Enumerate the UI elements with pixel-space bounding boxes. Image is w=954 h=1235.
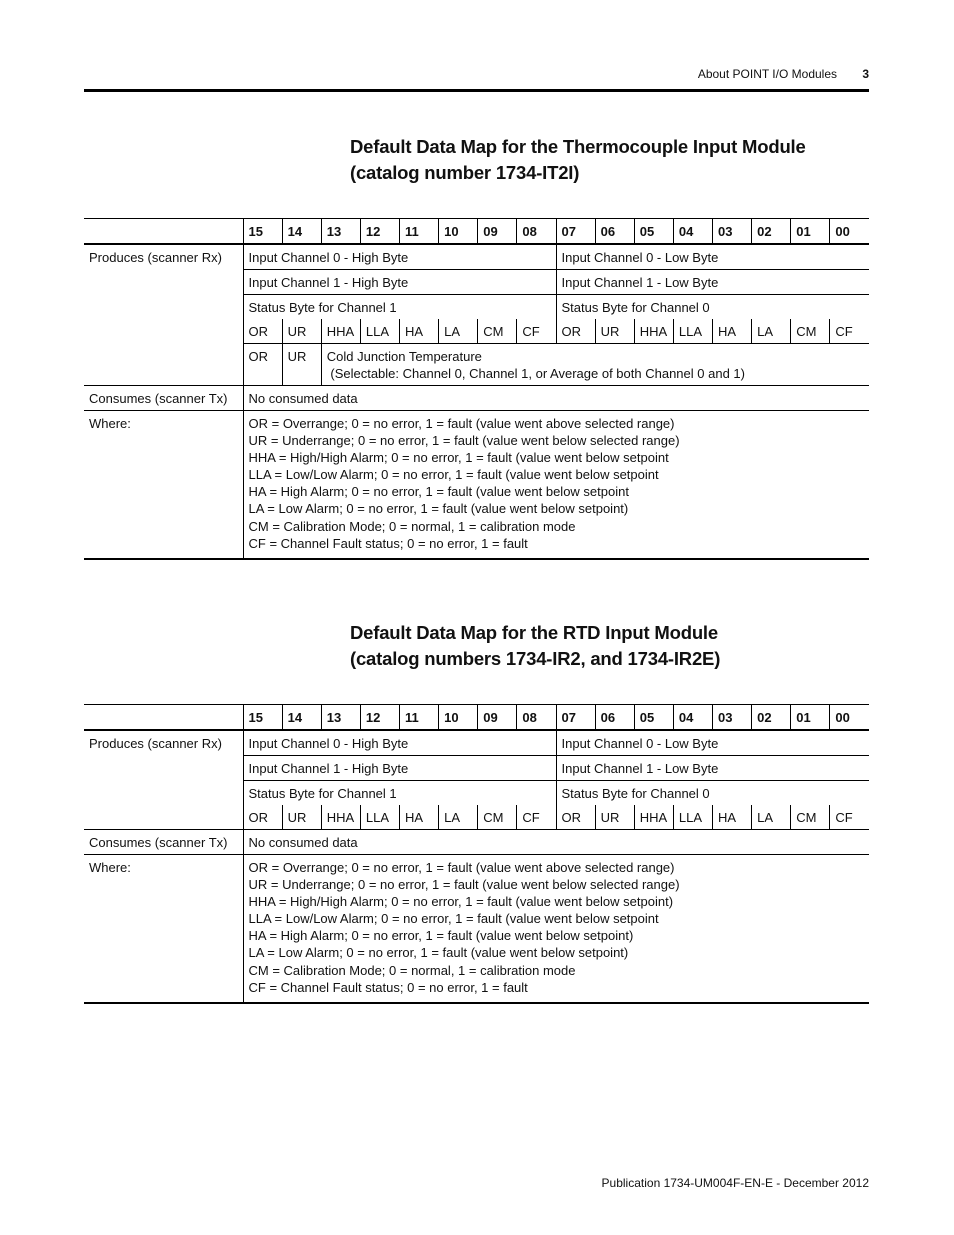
definition-line: LLA = Low/Low Alarm; 0 = no error, 1 = fault (value went below setpoint [248,467,659,483]
bit-header: 13 [321,219,360,245]
page-header [84,66,869,88]
where-definitions [243,411,869,559]
status-byte-ch1: Status Byte for Channel 1 [243,781,556,806]
bit-header: 02 [752,705,791,731]
status-bit: LLA [673,805,712,830]
cold-junction-temperature: Cold Junction Temperature (Selectable: Channel 0, Channel 1, or Average of both Channel 0 and 1) [321,344,869,386]
input-ch0-high-byte: Input Channel 0 - High Byte [243,730,556,756]
bit-header: 02 [752,219,791,245]
bit-header: 10 [439,219,478,245]
status-byte-ch0: Status Byte for Channel 0 [556,295,869,320]
status-bit: LA [439,319,478,344]
bit-header: 01 [791,219,830,245]
status-byte-ch1: Status Byte for Channel 1 [243,295,556,320]
status-bit: LA [752,805,791,830]
status-bit: HHA [321,319,360,344]
status-bit: CM [478,805,517,830]
bit-header: 11 [400,705,439,731]
status-bit: CF [517,319,556,344]
definition-line: HA = High Alarm; 0 = no error, 1 = fault (value went below setpoint [248,484,629,500]
status-bit: HA [713,805,752,830]
status-bit: LLA [360,319,399,344]
status-bit: UR [282,319,321,344]
bit-header: 04 [673,219,712,245]
consumes-label: Consumes (scanner Tx) [84,386,243,411]
definition-line: UR = Underrange; 0 = no error, 1 = fault (value went below selected range) [248,877,680,893]
bit-header: 01 [791,705,830,731]
input-channel-0-row [84,244,869,270]
status-bit: OR [243,319,282,344]
bit-header: 13 [321,705,360,731]
definition-line: CM = Calibration Mode; 0 = normal, 1 = calibration mode [248,518,576,534]
input-ch1-low-byte: Input Channel 1 - Low Byte [556,756,869,781]
input-ch0-low-byte: Input Channel 0 - Low Byte [556,730,869,756]
input-ch0-low-byte: Input Channel 0 - Low Byte [556,244,869,270]
input-ch1-high-byte: Input Channel 1 - High Byte [243,756,556,781]
bit-header: 04 [673,705,712,731]
status-bit: LLA [360,805,399,830]
bit-header: 05 [634,219,673,245]
bit-header: 07 [556,219,595,245]
status-bit: CM [791,805,830,830]
cj-ur-bit: UR [282,344,321,386]
bit-header-row [84,705,869,731]
bit-header: 03 [713,219,752,245]
bit-header: 15 [243,705,282,731]
input-channel-0-row [84,730,869,756]
status-bit: CF [830,319,869,344]
bit-header: 00 [830,219,869,245]
status-bit: HHA [634,805,673,830]
bit-header: 14 [282,705,321,731]
definition-line: HHA = High/High Alarm; 0 = no error, 1 = fault (value went below setpoint [248,450,669,466]
cj-or-bit: OR [243,344,282,386]
status-bit: HHA [634,319,673,344]
input-ch0-high-byte: Input Channel 0 - High Byte [243,244,556,270]
status-bit: CM [478,319,517,344]
definition-line: CM = Calibration Mode; 0 = normal, 1 = calibration mode [248,962,576,978]
status-bit: HA [400,805,439,830]
definition-line: LA = Low Alarm; 0 = no error, 1 = fault (value went below setpoint) [248,945,629,961]
definition-line: LLA = Low/Low Alarm; 0 = no error, 1 = fault (value went below setpoint [248,911,659,927]
section-title: About POINT I/O Modules [697,67,837,81]
publication-footer: Publication 1734-UM004F-EN-E - December 2012 [601,1176,869,1190]
status-bit: HA [400,319,439,344]
bit-header: 08 [517,705,556,731]
definition-line: OR = Overrange; 0 = no error, 1 = fault (value went above selected range) [248,860,675,875]
bit-header: 06 [595,705,634,731]
bit-header: 14 [282,219,321,245]
bit-header: 03 [713,705,752,731]
status-bit: LA [439,805,478,830]
status-bit: UR [595,319,634,344]
thermocouple-data-map-table [84,218,869,560]
consumes-row [84,386,869,411]
header-rule [84,89,869,92]
bit-header: 12 [360,705,399,731]
bit-header: 09 [478,705,517,731]
consumes-value: No consumed data [243,386,869,411]
bit-header: 09 [478,219,517,245]
produces-label: Produces (scanner Rx) [89,250,222,265]
input-ch1-high-byte: Input Channel 1 - High Byte [243,270,556,295]
bit-header: 05 [634,705,673,731]
status-bit: OR [556,319,595,344]
bit-header-row [84,219,869,245]
rtd-data-map-table [84,704,869,1004]
bit-header: 15 [243,219,282,245]
produces-label: Produces (scanner Rx) [89,736,222,751]
definition-line: CF = Channel Fault status; 0 = no error, 1 = fault [248,979,528,995]
status-bit: HA [713,319,752,344]
where-row [84,855,869,1003]
definition-line: HA = High Alarm; 0 = no error, 1 = fault (value went below setpoint) [248,928,634,944]
status-bit: CM [791,319,830,344]
status-bit: UR [595,805,634,830]
definition-line: CF = Channel Fault status; 0 = no error, 1 = fault [248,535,528,551]
status-bit: CF [517,805,556,830]
bit-header: 00 [830,705,869,731]
bit-header: 12 [360,219,399,245]
status-bit: OR [556,805,595,830]
consumes-row [84,830,869,855]
consumes-value: No consumed data [243,830,869,855]
where-label: Where: [84,411,243,559]
bit-header: 10 [439,705,478,731]
status-bit: LA [752,319,791,344]
thermocouple-map-title: Default Data Map for the Thermocouple Input Module (catalog number 1734-IT2I) [350,136,806,183]
bit-header: 11 [400,219,439,245]
status-bit: HHA [321,805,360,830]
status-byte-ch0: Status Byte for Channel 0 [556,781,869,806]
bit-header: 06 [595,219,634,245]
where-row [84,411,869,559]
bit-header: 08 [517,219,556,245]
status-bit: UR [282,805,321,830]
definition-line: UR = Underrange; 0 = no error, 1 = fault (value went below selected range) [248,433,680,449]
status-bit: CF [830,805,869,830]
where-definitions [243,855,869,1003]
status-bit: OR [243,805,282,830]
where-label: Where: [84,855,243,1003]
consumes-label: Consumes (scanner Tx) [84,830,243,855]
input-ch1-low-byte: Input Channel 1 - Low Byte [556,270,869,295]
rtd-map-title: Default Data Map for the RTD Input Module (catalog numbers 1734-IR2, and 1734-IR2E) [350,622,721,669]
definition-line: LA = Low Alarm; 0 = no error, 1 = fault (value went below setpoint) [248,501,629,517]
definition-line: HHA = High/High Alarm; 0 = no error, 1 = fault (value went below setpoint) [248,894,674,910]
page-number: 3 [862,67,869,81]
status-bit: LLA [673,319,712,344]
bit-header: 07 [556,705,595,731]
definition-line: OR = Overrange; 0 = no error, 1 = fault (value went above selected range) [248,416,675,431]
